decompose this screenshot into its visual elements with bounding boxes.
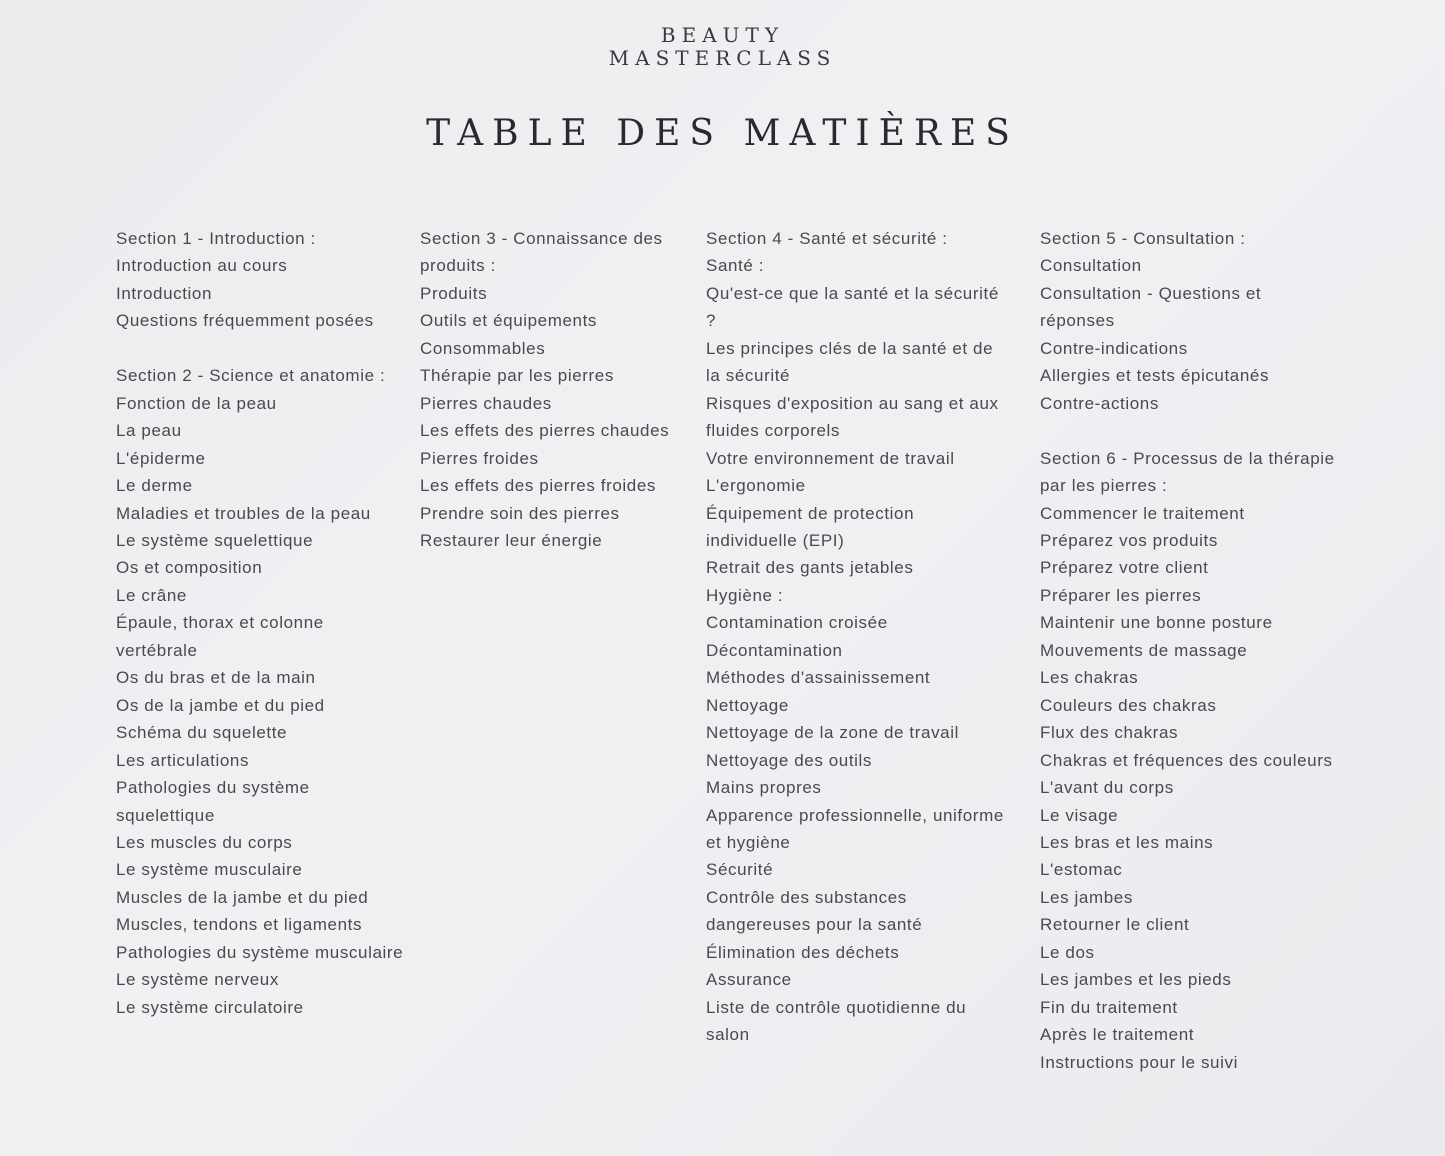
toc-item[interactable]: Pathologies du système musculaire — [116, 942, 404, 962]
toc-item[interactable]: Commencer le traitement — [1040, 503, 1245, 523]
toc-item[interactable]: Os et composition — [116, 558, 263, 578]
brand-line-1: BEAUTY — [660, 23, 785, 47]
toc-column-1 — [116, 225, 406, 1021]
toc-item[interactable]: Chakras et fréquences des couleurs — [1040, 750, 1333, 770]
toc-item[interactable]: L'ergonomie — [706, 476, 806, 496]
toc-item[interactable]: Équipement de protection individuelle (EPI) — [706, 503, 915, 550]
toc-item[interactable]: Questions fréquemment posées — [116, 311, 374, 331]
toc-item[interactable]: Maladies et troubles de la peau — [116, 503, 371, 523]
toc-item[interactable]: Après le traitement — [1040, 1025, 1195, 1045]
toc-item[interactable]: La peau — [116, 421, 182, 441]
toc-item[interactable]: Risques d'exposition au sang et aux fluides corporels — [706, 393, 999, 441]
toc-item[interactable]: Santé : — [706, 256, 765, 276]
toc-item[interactable]: Les articulations — [116, 750, 250, 770]
section-heading: Section 1 - Introduction : — [116, 229, 316, 248]
toc-item[interactable]: Os de la jambe et du pied — [116, 695, 325, 715]
toc-item[interactable]: Le système nerveux — [116, 970, 279, 990]
toc-item[interactable]: Introduction au cours — [116, 256, 288, 276]
toc-item[interactable]: Nettoyage des outils — [706, 750, 873, 770]
toc-item[interactable]: Nettoyage — [706, 695, 789, 715]
toc-item[interactable]: Consultation — [1040, 256, 1142, 276]
section-heading: Section 4 - Santé et sécurité : — [706, 229, 948, 248]
toc-item[interactable]: Le système circulatoire — [116, 997, 304, 1017]
toc-item[interactable]: Produits — [420, 283, 488, 303]
toc-item[interactable]: Mouvements de massage — [1040, 640, 1248, 660]
toc-item[interactable]: Liste de contrôle quotidienne du salon — [706, 997, 967, 1045]
toc-item[interactable]: Sécurité — [706, 860, 774, 880]
toc-item[interactable]: Restaurer leur énergie — [420, 530, 603, 550]
toc-item[interactable]: Les effets des pierres froides — [420, 476, 656, 496]
toc-item[interactable]: Retrait des gants jetables — [706, 558, 914, 578]
toc-item[interactable]: Préparez votre client — [1040, 558, 1209, 578]
toc-item[interactable]: Pierres froides — [420, 448, 539, 468]
toc-item[interactable]: Le derme — [116, 476, 193, 496]
toc-item[interactable]: Introduction — [116, 283, 213, 303]
toc-section-1 — [116, 225, 406, 335]
toc-item[interactable]: L'avant du corps — [1040, 778, 1174, 798]
toc-item[interactable]: Qu'est-ce que la santé et la sécurité ? — [706, 283, 999, 331]
section-heading: Section 3 - Connaissance des produits : — [420, 229, 663, 276]
section-heading: Section 6 - Processus de la thérapie par les pierres : — [1040, 448, 1335, 496]
toc-item[interactable]: Les effets des pierres chaudes — [420, 421, 670, 441]
toc-item[interactable]: Flux des chakras — [1040, 723, 1179, 743]
page-title: TABLE DES MATIÈRES — [426, 113, 1019, 154]
toc-item[interactable]: Le dos — [1040, 942, 1095, 962]
brand-line-2: MASTERCLASS — [608, 46, 837, 70]
toc-item[interactable]: Les principes clés de la santé et de la sécurité — [706, 338, 994, 386]
toc-column-3 — [706, 225, 1006, 1049]
toc-item[interactable]: L'épiderme — [116, 448, 206, 468]
toc-item[interactable]: Le crâne — [116, 585, 187, 605]
toc-item[interactable]: Outils et équipements — [420, 311, 598, 331]
brand-logo — [0, 24, 1445, 70]
toc-section-6 — [1040, 445, 1340, 1076]
toc-item[interactable]: Préparez vos produits — [1040, 530, 1218, 550]
toc-item[interactable]: Contamination croisée — [706, 613, 888, 633]
toc-column-4 — [1040, 225, 1340, 1076]
toc-column-2 — [420, 225, 692, 554]
toc-item[interactable]: Contre-actions — [1040, 393, 1159, 413]
toc-item[interactable]: Méthodes d'assainissement — [706, 668, 931, 688]
toc-item[interactable]: Préparer les pierres — [1040, 585, 1202, 605]
toc-item[interactable]: Épaule, thorax et colonne vertébrale — [116, 613, 324, 660]
toc-item[interactable]: Élimination des déchets — [706, 942, 900, 962]
toc-item[interactable]: Les chakras — [1040, 668, 1139, 688]
toc-section-3 — [420, 225, 692, 554]
toc-item[interactable]: Mains propres — [706, 778, 822, 798]
toc-item[interactable]: Assurance — [706, 970, 792, 990]
toc-section-4 — [706, 225, 1006, 1049]
toc-section-5 — [1040, 225, 1340, 417]
toc-item[interactable]: Muscles de la jambe et du pied — [116, 887, 369, 907]
toc-item[interactable]: Schéma du squelette — [116, 723, 288, 743]
toc-item[interactable]: Pierres chaudes — [420, 393, 552, 413]
toc-item[interactable]: Hygiène : — [706, 585, 784, 605]
toc-item[interactable]: Les bras et les mains — [1040, 832, 1214, 852]
toc-item[interactable]: Contre-indications — [1040, 338, 1188, 358]
toc-section-2 — [116, 362, 406, 1021]
toc-item[interactable]: Os du bras et de la main — [116, 668, 316, 688]
toc-item[interactable]: Les jambes et les pieds — [1040, 970, 1232, 990]
toc-item[interactable]: Allergies et tests épicutanés — [1040, 366, 1270, 386]
toc-item[interactable]: Retourner le client — [1040, 915, 1190, 935]
toc-item[interactable]: Muscles, tendons et ligaments — [116, 915, 363, 935]
toc-item[interactable]: Votre environnement de travail — [706, 448, 955, 468]
toc-item[interactable]: Thérapie par les pierres — [420, 366, 614, 386]
toc-item[interactable]: Fonction de la peau — [116, 393, 277, 413]
toc-item[interactable]: Décontamination — [706, 640, 843, 660]
toc-item[interactable]: Consultation - Questions et réponses — [1040, 283, 1262, 331]
toc-item[interactable]: Le système musculaire — [116, 860, 303, 880]
toc-item[interactable]: Les jambes — [1040, 887, 1133, 907]
toc-item[interactable]: L'estomac — [1040, 860, 1123, 880]
toc-item[interactable]: Le visage — [1040, 805, 1119, 825]
toc-item[interactable]: Instructions pour le suivi — [1040, 1052, 1238, 1072]
toc-item[interactable]: Maintenir une bonne posture — [1040, 613, 1273, 633]
toc-item[interactable]: Couleurs des chakras — [1040, 695, 1217, 715]
toc-item[interactable]: Le système squelettique — [116, 530, 314, 550]
section-heading: Section 2 - Science et anatomie : — [116, 366, 386, 386]
toc-item[interactable]: Consommables — [420, 338, 546, 358]
toc-item[interactable]: Nettoyage de la zone de travail — [706, 723, 959, 743]
toc-item[interactable]: Contrôle des substances dangereuses pour la santé — [706, 887, 923, 935]
toc-item[interactable]: Apparence professionnelle, uniforme et hygiène — [706, 805, 1004, 852]
toc-item[interactable]: Prendre soin des pierres — [420, 503, 620, 523]
toc-item[interactable]: Les muscles du corps — [116, 832, 293, 852]
section-heading: Section 5 - Consultation : — [1040, 229, 1246, 248]
toc-item[interactable]: Pathologies du système squelettique — [116, 778, 310, 825]
toc-item[interactable]: Fin du traitement — [1040, 997, 1178, 1017]
